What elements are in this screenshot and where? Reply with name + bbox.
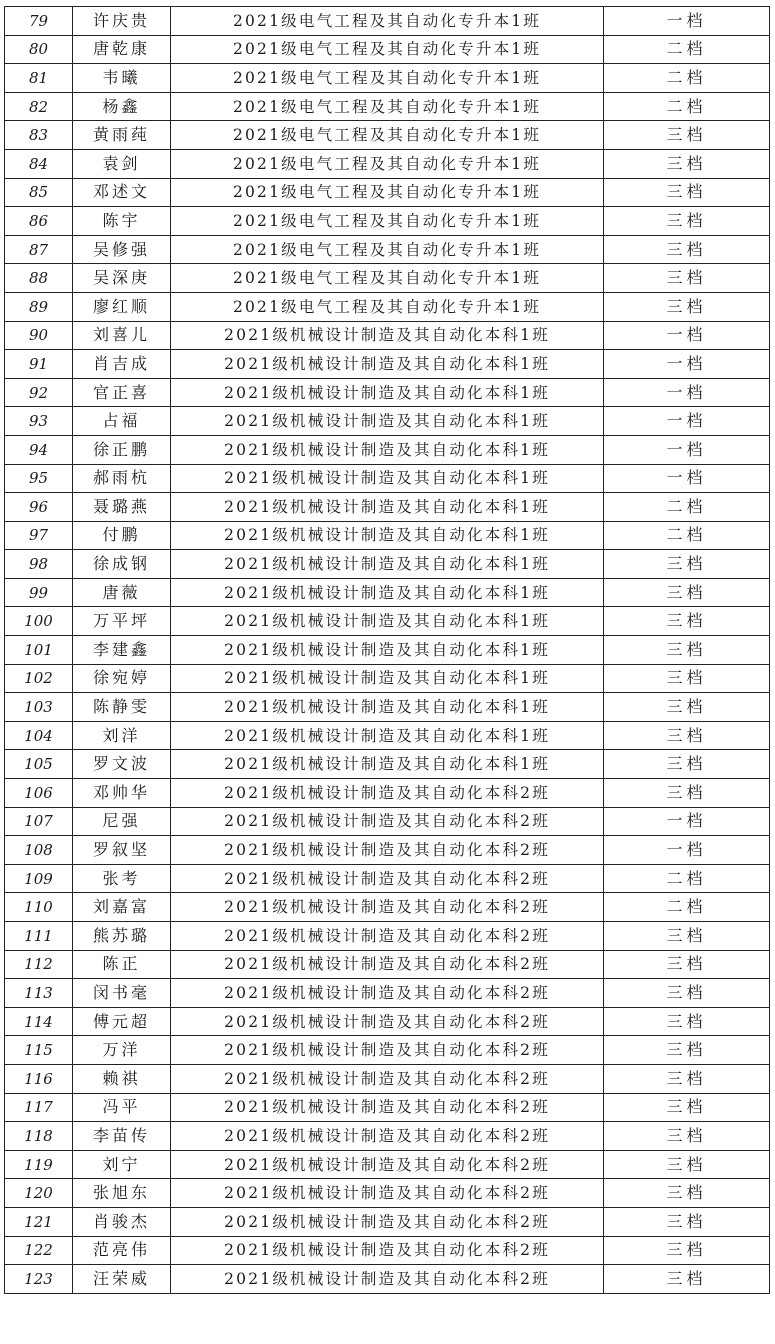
grade-level-cell: 二档	[604, 35, 770, 64]
grade-level-cell: 二档	[604, 92, 770, 121]
row-number-cell: 84	[5, 149, 73, 178]
grade-level-cell: 三档	[604, 607, 770, 636]
class-name-cell: 2021级机械设计制造及其自动化本科1班	[171, 378, 604, 407]
row-number-cell: 112	[5, 950, 73, 979]
class-name-cell: 2021级电气工程及其自动化专升本1班	[171, 121, 604, 150]
class-name-cell: 2021级机械设计制造及其自动化本科1班	[171, 464, 604, 493]
table-row	[5, 92, 770, 121]
class-name-cell: 2021级机械设计制造及其自动化本科1班	[171, 578, 604, 607]
student-name-cell: 李苗传	[73, 1122, 171, 1151]
grade-level-cell: 三档	[604, 950, 770, 979]
row-number-cell: 105	[5, 750, 73, 779]
grade-level-cell: 一档	[604, 321, 770, 350]
row-number-cell: 79	[5, 7, 73, 36]
class-name-cell: 2021级机械设计制造及其自动化本科2班	[171, 1064, 604, 1093]
row-number-cell: 123	[5, 1265, 73, 1294]
table-row	[5, 1236, 770, 1265]
row-number-cell: 118	[5, 1122, 73, 1151]
table-row	[5, 979, 770, 1008]
grade-level-cell: 二档	[604, 864, 770, 893]
class-name-cell: 2021级电气工程及其自动化专升本1班	[171, 264, 604, 293]
row-number-cell: 82	[5, 92, 73, 121]
grade-level-cell: 三档	[604, 1122, 770, 1151]
student-name-cell: 付鹏	[73, 521, 171, 550]
grade-level-cell: 一档	[604, 807, 770, 836]
student-name-cell: 刘喜儿	[73, 321, 171, 350]
class-name-cell: 2021级机械设计制造及其自动化本科2班	[171, 807, 604, 836]
class-name-cell: 2021级机械设计制造及其自动化本科2班	[171, 1179, 604, 1208]
grade-level-cell: 二档	[604, 893, 770, 922]
table-row	[5, 292, 770, 321]
class-name-cell: 2021级机械设计制造及其自动化本科2班	[171, 1036, 604, 1065]
row-number-cell: 91	[5, 350, 73, 379]
table-row	[5, 1265, 770, 1294]
class-name-cell: 2021级机械设计制造及其自动化本科2班	[171, 1007, 604, 1036]
grade-level-cell: 三档	[604, 693, 770, 722]
class-name-cell: 2021级电气工程及其自动化专升本1班	[171, 292, 604, 321]
grade-level-cell: 二档	[604, 64, 770, 93]
row-number-cell: 117	[5, 1093, 73, 1122]
student-name-cell: 邓述文	[73, 178, 171, 207]
student-name-cell: 邓帅华	[73, 779, 171, 808]
row-number-cell: 94	[5, 435, 73, 464]
table-row	[5, 178, 770, 207]
student-name-cell: 刘洋	[73, 721, 171, 750]
student-name-cell: 肖吉成	[73, 350, 171, 379]
grade-level-cell: 三档	[604, 979, 770, 1008]
row-number-cell: 80	[5, 35, 73, 64]
row-number-cell: 107	[5, 807, 73, 836]
table-row	[5, 235, 770, 264]
table-row	[5, 7, 770, 36]
class-name-cell: 2021级电气工程及其自动化专升本1班	[171, 149, 604, 178]
student-name-cell: 赖祺	[73, 1064, 171, 1093]
row-number-cell: 121	[5, 1207, 73, 1236]
student-grade-table	[4, 6, 770, 1294]
table-row	[5, 664, 770, 693]
grade-level-cell: 三档	[604, 550, 770, 579]
row-number-cell: 93	[5, 407, 73, 436]
class-name-cell: 2021级机械设计制造及其自动化本科1班	[171, 550, 604, 579]
class-name-cell: 2021级机械设计制造及其自动化本科1班	[171, 321, 604, 350]
class-name-cell: 2021级电气工程及其自动化专升本1班	[171, 92, 604, 121]
student-name-cell: 许庆贵	[73, 7, 171, 36]
class-name-cell: 2021级电气工程及其自动化专升本1班	[171, 207, 604, 236]
class-name-cell: 2021级机械设计制造及其自动化本科2班	[171, 864, 604, 893]
class-name-cell: 2021级机械设计制造及其自动化本科2班	[171, 1207, 604, 1236]
student-name-cell: 唐乾康	[73, 35, 171, 64]
row-number-cell: 83	[5, 121, 73, 150]
class-name-cell: 2021级机械设计制造及其自动化本科1班	[171, 693, 604, 722]
row-number-cell: 106	[5, 779, 73, 808]
class-name-cell: 2021级机械设计制造及其自动化本科1班	[171, 493, 604, 522]
table-body	[5, 7, 770, 1294]
student-name-cell: 韦曦	[73, 64, 171, 93]
row-number-cell: 113	[5, 979, 73, 1008]
grade-level-cell: 一档	[604, 378, 770, 407]
grade-level-cell: 三档	[604, 1236, 770, 1265]
class-name-cell: 2021级机械设计制造及其自动化本科2班	[171, 1265, 604, 1294]
class-name-cell: 2021级机械设计制造及其自动化本科1班	[171, 721, 604, 750]
table-row	[5, 207, 770, 236]
grade-level-cell: 三档	[604, 235, 770, 264]
table-row	[5, 864, 770, 893]
class-name-cell: 2021级电气工程及其自动化专升本1班	[171, 235, 604, 264]
row-number-cell: 87	[5, 235, 73, 264]
table-row	[5, 264, 770, 293]
class-name-cell: 2021级机械设计制造及其自动化本科1班	[171, 664, 604, 693]
table-row	[5, 149, 770, 178]
table-row	[5, 435, 770, 464]
table-row	[5, 407, 770, 436]
class-name-cell: 2021级电气工程及其自动化专升本1班	[171, 7, 604, 36]
student-name-cell: 陈宇	[73, 207, 171, 236]
table-row	[5, 378, 770, 407]
table-row	[5, 693, 770, 722]
row-number-cell: 109	[5, 864, 73, 893]
grade-level-cell: 三档	[604, 1207, 770, 1236]
grade-level-cell: 一档	[604, 464, 770, 493]
student-name-cell: 官正喜	[73, 378, 171, 407]
student-name-cell: 廖红顺	[73, 292, 171, 321]
class-name-cell: 2021级机械设计制造及其自动化本科2班	[171, 979, 604, 1008]
student-name-cell: 尼强	[73, 807, 171, 836]
grade-level-cell: 三档	[604, 636, 770, 665]
row-number-cell: 119	[5, 1150, 73, 1179]
class-name-cell: 2021级电气工程及其自动化专升本1班	[171, 178, 604, 207]
row-number-cell: 89	[5, 292, 73, 321]
class-name-cell: 2021级机械设计制造及其自动化本科1班	[171, 521, 604, 550]
grade-level-cell: 一档	[604, 435, 770, 464]
table-row	[5, 750, 770, 779]
row-number-cell: 99	[5, 578, 73, 607]
student-name-cell: 袁剑	[73, 149, 171, 178]
student-name-cell: 冯平	[73, 1093, 171, 1122]
row-number-cell: 100	[5, 607, 73, 636]
student-name-cell: 陈正	[73, 950, 171, 979]
grade-level-cell: 二档	[604, 493, 770, 522]
grade-level-cell: 一档	[604, 350, 770, 379]
student-name-cell: 张考	[73, 864, 171, 893]
grade-level-cell: 三档	[604, 1265, 770, 1294]
class-name-cell: 2021级机械设计制造及其自动化本科2班	[171, 1150, 604, 1179]
student-name-cell: 肖骏杰	[73, 1207, 171, 1236]
table-row	[5, 779, 770, 808]
table-row	[5, 1064, 770, 1093]
row-number-cell: 90	[5, 321, 73, 350]
grade-level-cell: 三档	[604, 779, 770, 808]
grade-level-cell: 一档	[604, 407, 770, 436]
student-name-cell: 徐正鹏	[73, 435, 171, 464]
grade-level-cell: 一档	[604, 7, 770, 36]
table-row	[5, 321, 770, 350]
grade-level-cell: 三档	[604, 149, 770, 178]
student-name-cell: 吴修强	[73, 235, 171, 264]
grade-level-cell: 三档	[604, 721, 770, 750]
table-row	[5, 922, 770, 951]
grade-level-cell: 三档	[604, 264, 770, 293]
row-number-cell: 86	[5, 207, 73, 236]
grade-level-cell: 二档	[604, 521, 770, 550]
grade-level-cell: 三档	[604, 1150, 770, 1179]
table-row	[5, 550, 770, 579]
table-row	[5, 521, 770, 550]
student-name-cell: 吴深庚	[73, 264, 171, 293]
table-row	[5, 1179, 770, 1208]
grade-level-cell: 三档	[604, 207, 770, 236]
student-name-cell: 郝雨杭	[73, 464, 171, 493]
row-number-cell: 92	[5, 378, 73, 407]
student-name-cell: 罗文波	[73, 750, 171, 779]
student-name-cell: 聂璐燕	[73, 493, 171, 522]
grade-level-cell: 三档	[604, 1064, 770, 1093]
class-name-cell: 2021级机械设计制造及其自动化本科2班	[171, 893, 604, 922]
row-number-cell: 98	[5, 550, 73, 579]
class-name-cell: 2021级电气工程及其自动化专升本1班	[171, 64, 604, 93]
row-number-cell: 115	[5, 1036, 73, 1065]
row-number-cell: 88	[5, 264, 73, 293]
grade-level-cell: 三档	[604, 1179, 770, 1208]
student-name-cell: 闵书毫	[73, 979, 171, 1008]
row-number-cell: 114	[5, 1007, 73, 1036]
student-name-cell: 李建鑫	[73, 636, 171, 665]
class-name-cell: 2021级机械设计制造及其自动化本科2班	[171, 1093, 604, 1122]
table-row	[5, 807, 770, 836]
table-row	[5, 950, 770, 979]
grade-level-cell: 三档	[604, 121, 770, 150]
table-row	[5, 493, 770, 522]
row-number-cell: 116	[5, 1064, 73, 1093]
student-name-cell: 范亮伟	[73, 1236, 171, 1265]
table-row	[5, 1207, 770, 1236]
student-name-cell: 罗叙坚	[73, 836, 171, 865]
table-row	[5, 64, 770, 93]
row-number-cell: 122	[5, 1236, 73, 1265]
class-name-cell: 2021级机械设计制造及其自动化本科1班	[171, 407, 604, 436]
table-row	[5, 464, 770, 493]
student-name-cell: 汪荣威	[73, 1265, 171, 1294]
student-name-cell: 杨鑫	[73, 92, 171, 121]
grade-level-cell: 三档	[604, 750, 770, 779]
class-name-cell: 2021级机械设计制造及其自动化本科2班	[171, 1236, 604, 1265]
class-name-cell: 2021级电气工程及其自动化专升本1班	[171, 35, 604, 64]
grade-level-cell: 一档	[604, 836, 770, 865]
student-name-cell: 徐成钢	[73, 550, 171, 579]
student-name-cell: 黄雨莼	[73, 121, 171, 150]
grade-level-cell: 三档	[604, 1036, 770, 1065]
student-name-cell: 徐宛婷	[73, 664, 171, 693]
student-name-cell: 万平坪	[73, 607, 171, 636]
student-name-cell: 陈静雯	[73, 693, 171, 722]
row-number-cell: 110	[5, 893, 73, 922]
row-number-cell: 101	[5, 636, 73, 665]
row-number-cell: 95	[5, 464, 73, 493]
table-row	[5, 607, 770, 636]
row-number-cell: 103	[5, 693, 73, 722]
student-name-cell: 刘嘉富	[73, 893, 171, 922]
class-name-cell: 2021级机械设计制造及其自动化本科1班	[171, 750, 604, 779]
grade-level-cell: 三档	[604, 178, 770, 207]
table-row	[5, 893, 770, 922]
grade-level-cell: 三档	[604, 1007, 770, 1036]
class-name-cell: 2021级机械设计制造及其自动化本科1班	[171, 435, 604, 464]
grade-level-cell: 三档	[604, 578, 770, 607]
row-number-cell: 96	[5, 493, 73, 522]
class-name-cell: 2021级机械设计制造及其自动化本科2班	[171, 836, 604, 865]
student-name-cell: 唐薇	[73, 578, 171, 607]
table-row	[5, 578, 770, 607]
table-row	[5, 35, 770, 64]
row-number-cell: 120	[5, 1179, 73, 1208]
table-row	[5, 350, 770, 379]
class-name-cell: 2021级机械设计制造及其自动化本科2班	[171, 1122, 604, 1151]
student-name-cell: 熊苏璐	[73, 922, 171, 951]
table-row	[5, 636, 770, 665]
student-name-cell: 刘宁	[73, 1150, 171, 1179]
class-name-cell: 2021级机械设计制造及其自动化本科2班	[171, 922, 604, 951]
table-row	[5, 836, 770, 865]
row-number-cell: 81	[5, 64, 73, 93]
class-name-cell: 2021级机械设计制造及其自动化本科1班	[171, 350, 604, 379]
grade-level-cell: 三档	[604, 1093, 770, 1122]
grade-level-cell: 三档	[604, 664, 770, 693]
row-number-cell: 85	[5, 178, 73, 207]
table-row	[5, 1150, 770, 1179]
grade-level-cell: 三档	[604, 292, 770, 321]
table-row	[5, 121, 770, 150]
table-row	[5, 1007, 770, 1036]
table-row	[5, 1093, 770, 1122]
class-name-cell: 2021级机械设计制造及其自动化本科2班	[171, 779, 604, 808]
table-row	[5, 1036, 770, 1065]
table-row	[5, 1122, 770, 1151]
class-name-cell: 2021级机械设计制造及其自动化本科2班	[171, 950, 604, 979]
row-number-cell: 104	[5, 721, 73, 750]
class-name-cell: 2021级机械设计制造及其自动化本科1班	[171, 636, 604, 665]
table-row	[5, 721, 770, 750]
student-name-cell: 万洋	[73, 1036, 171, 1065]
row-number-cell: 111	[5, 922, 73, 951]
row-number-cell: 102	[5, 664, 73, 693]
grade-level-cell: 三档	[604, 922, 770, 951]
student-name-cell: 张旭东	[73, 1179, 171, 1208]
class-name-cell: 2021级机械设计制造及其自动化本科1班	[171, 607, 604, 636]
row-number-cell: 108	[5, 836, 73, 865]
row-number-cell: 97	[5, 521, 73, 550]
student-name-cell: 占福	[73, 407, 171, 436]
student-name-cell: 傅元超	[73, 1007, 171, 1036]
